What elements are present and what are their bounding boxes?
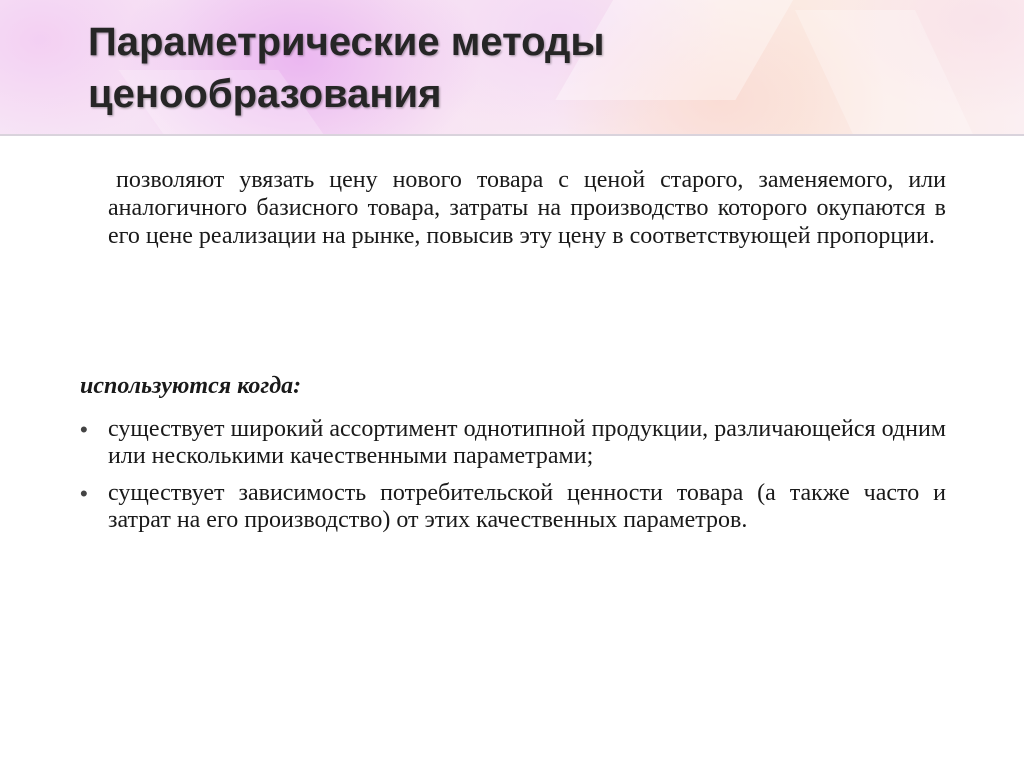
slide-title-line-2: ценообразования (88, 72, 442, 116)
list-item (80, 416, 946, 470)
list-item-text: существует широкий ассортимент однотипной продукции, различающейся одним или несколькими качественными параметрами; (108, 416, 946, 469)
header-divider (0, 134, 1024, 136)
decorative-facet (795, 10, 985, 135)
list-item (80, 480, 946, 534)
conditions-list (80, 416, 946, 544)
intro-paragraph: позволяют увязать цену нового товара с ценой старого, заменяемого, или аналогичного базисного товара, затраты на производство которого окупаются в его цене реализации на рынке, повысив эту цену в соответствующей пропорции. (108, 167, 946, 249)
slide-title-line-1: Параметрические методы (88, 20, 605, 64)
slide-header-banner (0, 0, 1024, 135)
bullet-icon: • (80, 481, 88, 506)
slide-title (88, 16, 605, 120)
list-item-text: существует зависимость потребительской ценности товара (а также часто и затрат на его производство) от этих качественных параметров. (108, 480, 946, 533)
bullet-icon: • (80, 417, 88, 442)
used-when-heading: используются когда: (80, 373, 302, 399)
